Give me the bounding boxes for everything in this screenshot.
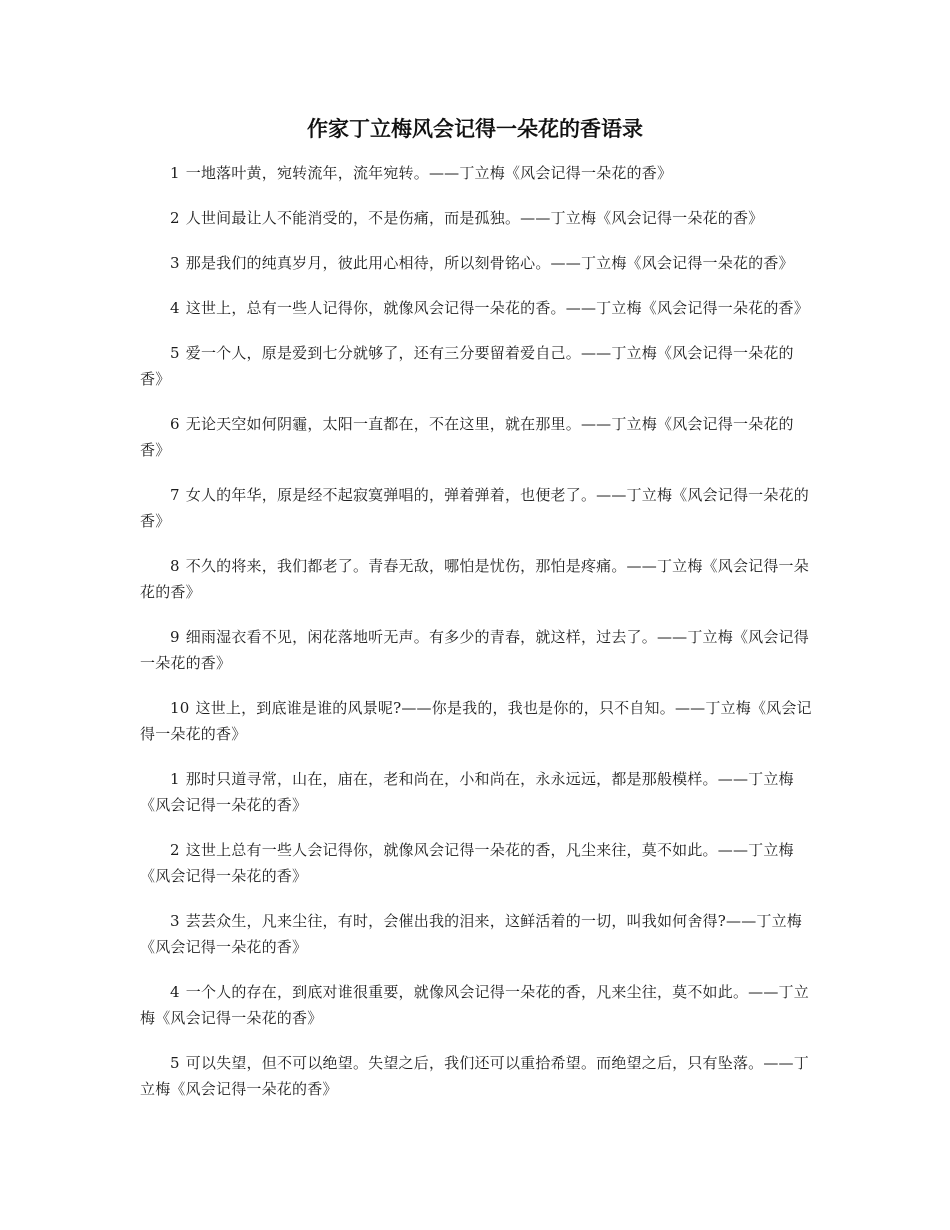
quote-item: [140, 160, 812, 186]
quote-text: 一地落叶黄，宛转流年，流年宛转。——丁立梅《风会记得一朵花的香》: [185, 164, 673, 182]
quote-number: 1: [170, 164, 180, 182]
quote-text: 一个人的存在，到底对谁很重要，就像风会记得一朵花的香，凡来尘往，莫不如此。——丁立梅《风会记得一朵花的香》: [140, 983, 809, 1027]
quote-text: 人世间最让人不能消受的，不是伤痛，而是孤独。——丁立梅《风会记得一朵花的香》: [185, 209, 764, 227]
quote-item: [140, 766, 812, 818]
quote-list: [140, 160, 812, 1121]
quote-number: 2: [170, 841, 180, 859]
quote-number: 4: [170, 299, 180, 317]
quote-item: [140, 979, 812, 1031]
quote-item: [140, 837, 812, 889]
quote-text: 这世上总有一些人会记得你，就像风会记得一朵花的香，凡尘来往，莫不如此。——丁立梅《风会记得一朵花的香》: [140, 841, 794, 885]
quote-text: 这世上，总有一些人记得你，就像风会记得一朵花的香。——丁立梅《风会记得一朵花的香》: [185, 299, 809, 317]
quote-number: 3: [170, 912, 180, 930]
quote-number: 5: [170, 344, 180, 362]
quote-number: 6: [170, 415, 180, 433]
quote-number: 9: [170, 628, 180, 646]
quote-text: 可以失望，但不可以绝望。失望之后，我们还可以重拾希望。而绝望之后，只有坠落。——丁立梅《风会记得一朵花的香》: [140, 1054, 809, 1098]
quote-item: [140, 1050, 812, 1102]
quote-item: [140, 295, 812, 321]
quote-number: 4: [170, 983, 180, 1001]
quote-item: [140, 340, 812, 392]
quote-text: 那是我们的纯真岁月，彼此用心相待，所以刻骨铭心。——丁立梅《风会记得一朵花的香》: [185, 254, 794, 272]
quote-item: [140, 553, 812, 605]
quote-item: [140, 250, 812, 276]
quote-text: 这世上，到底谁是谁的风景呢?——你是我的，我也是你的，只不自知。——丁立梅《风会记得一朵花的香》: [140, 699, 812, 743]
quote-item: [140, 695, 812, 747]
quote-item: [140, 411, 812, 463]
quote-item: [140, 624, 812, 676]
quote-item: [140, 482, 812, 534]
quote-number: 8: [170, 557, 180, 575]
quote-text: 无论天空如何阴霾，太阳一直都在，不在这里，就在那里。——丁立梅《风会记得一朵花的香》: [140, 415, 794, 459]
quote-number: 10: [170, 699, 190, 717]
quote-number: 1: [170, 770, 180, 788]
quote-number: 7: [170, 486, 180, 504]
quote-text: 不久的将来，我们都老了。青春无敌，哪怕是忧伤，那怕是疼痛。——丁立梅《风会记得一朵花的香》: [140, 557, 809, 601]
quote-number: 2: [170, 209, 180, 227]
quote-item: [140, 908, 812, 960]
quote-number: 3: [170, 254, 180, 272]
document-title: 作家丁立梅风会记得一朵花的香语录: [307, 117, 643, 141]
quote-text: 爱一个人，原是爱到七分就够了，还有三分要留着爱自己。——丁立梅《风会记得一朵花的香》: [140, 344, 794, 388]
quote-text: 细雨湿衣看不见，闲花落地听无声。有多少的青春，就这样，过去了。——丁立梅《风会记得一朵花的香》: [140, 628, 809, 672]
quote-text: 芸芸众生，凡来尘往，有时，会催出我的泪来，这鲜活着的一切，叫我如何舍得?——丁立梅《风会记得一朵花的香》: [140, 912, 802, 956]
quote-item: [140, 205, 812, 231]
quote-text: 女人的年华，原是经不起寂寞弹唱的，弹着弹着，也便老了。——丁立梅《风会记得一朵花的香》: [140, 486, 809, 530]
quote-text: 那时只道寻常，山在，庙在，老和尚在，小和尚在，永永远远，都是那般模样。——丁立梅《风会记得一朵花的香》: [140, 770, 794, 814]
quote-number: 5: [170, 1054, 180, 1072]
